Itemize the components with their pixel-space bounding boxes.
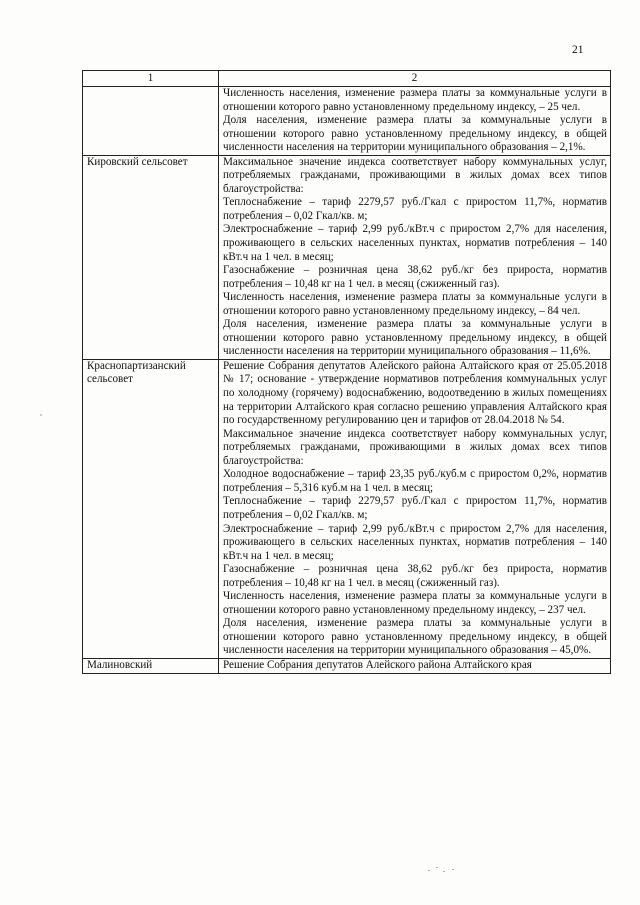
municipal-index-table (82, 70, 611, 674)
details-paragraph: Газоснабжение – розничная цена 38,62 руб./кг без прироста, норматив потребления – 10,48 кг на 1 чел. в месяц (сжиженный газ). (223, 563, 607, 589)
municipality-name (83, 87, 219, 156)
details-paragraph: Максимальное значение индекса соответствует набору коммунальных услуг, потребляемых гражданами, проживающими в жилых домах всех типов благоустройства: (223, 427, 607, 467)
table-row-krasnopartizansky (83, 359, 611, 658)
details-paragraph: Теплоснабжение – тариф 2279,57 руб./Гкал с приростом 11,7%, норматив потребления – 0,02 Гкал/кв. м; (223, 495, 607, 521)
details-paragraph: Газоснабжение – розничная цена 38,62 руб./кг без прироста, норматив потребления – 10,48 кг на 1 чел. в месяц (сжиженный газ). (223, 264, 607, 290)
page-number: 21 (572, 44, 584, 56)
scan-speck-cluster (428, 866, 458, 872)
municipality-details (219, 155, 611, 359)
details-paragraph: Теплоснабжение – тариф 2279,57 руб./Гкал с приростом 11,7%, норматив потребления – 0,02 Гкал/кв. м; (223, 196, 607, 222)
details-paragraph: Численность населения, изменение размера платы за коммунальные услуги в отношении которого равно установленному предельному индексу, – 237 чел. (223, 590, 607, 616)
details-paragraph: Решение Собрания депутатов Алейского района Алтайского края (223, 658, 532, 671)
details-paragraph: Доля населения, изменение размера платы за коммунальные услуги в отношении которого равно установленному предельному индексу, в общей численности населения на территории муниципального образования – 11,6%. (223, 318, 607, 358)
details-paragraph: Электроснабжение – тариф 2,99 руб./кВт.ч с приростом 2,7% для населения, проживающего в сельских населенных пунктах, норматив потребления – 140 кВт.ч на 1 чел. в месяц; (223, 522, 607, 562)
details-paragraph: Численность населения, изменение размера платы за коммунальные услуги в отношении которого равно установленному предельному индексу, – 84 чел. (223, 291, 607, 317)
details-paragraph: Доля населения, изменение размера платы за коммунальные услуги в отношении которого равно установленному предельному индексу, в общей численности населения на территории муниципального образования – 2,1%. (223, 114, 607, 154)
table-row-kirovsky (83, 155, 611, 359)
table-row-continued (83, 87, 611, 156)
scan-speck (40, 414, 42, 416)
table-row-malinovsky (83, 658, 611, 673)
column-header-2: 2 (219, 71, 611, 87)
municipality-name: Малиновский (83, 658, 219, 673)
municipality-details (219, 87, 611, 156)
details-paragraph: Максимальное значение индекса соответствует набору коммунальных услуг, потребляемых гражданами, проживающими в жилых домах всех типов благоустройства: (223, 155, 607, 195)
municipality-details (219, 359, 611, 658)
table-header-row (83, 71, 611, 87)
details-paragraph: Электроснабжение – тариф 2,99 руб./кВт.ч с приростом 2,7% для населения, проживающего в сельских населенных пунктах, норматив потребления – 140 кВт.ч на 1 чел. в месяц; (223, 223, 607, 263)
details-paragraph: Численность населения, изменение размера платы за коммунальные услуги в отношении которого равно установленному предельному индексу, – 25 чел. (223, 87, 607, 113)
municipality-details (219, 658, 611, 673)
details-paragraph: Холодное водоснабжение – тариф 23,35 руб./куб.м с приростом 0,2%, норматив потребления – 5,316 куб.м на 1 чел. в месяц; (223, 468, 607, 494)
municipality-name: Краснопартизанский сельсовет (83, 359, 219, 658)
municipality-name: Кировский сельсовет (83, 155, 219, 359)
details-paragraph: Доля населения, изменение размера платы за коммунальные услуги в отношении которого равно установленному предельному индексу, в общей численности населения на территории муниципального образования – 45,0%. (223, 617, 607, 657)
details-paragraph: Решение Собрания депутатов Алейского района Алтайского края от 25.05.2018 № 17; основание - утверждение нормативов потребления коммунальных услуг по холодному (горячему) водоснабжению, водоотведению в жилых помещениях на территории Алтайского края согласно решению управления Алтайского края по государственному регулированию цен и тарифов от 28.04.2018 № 54. (223, 359, 607, 427)
column-header-1: 1 (83, 71, 219, 87)
